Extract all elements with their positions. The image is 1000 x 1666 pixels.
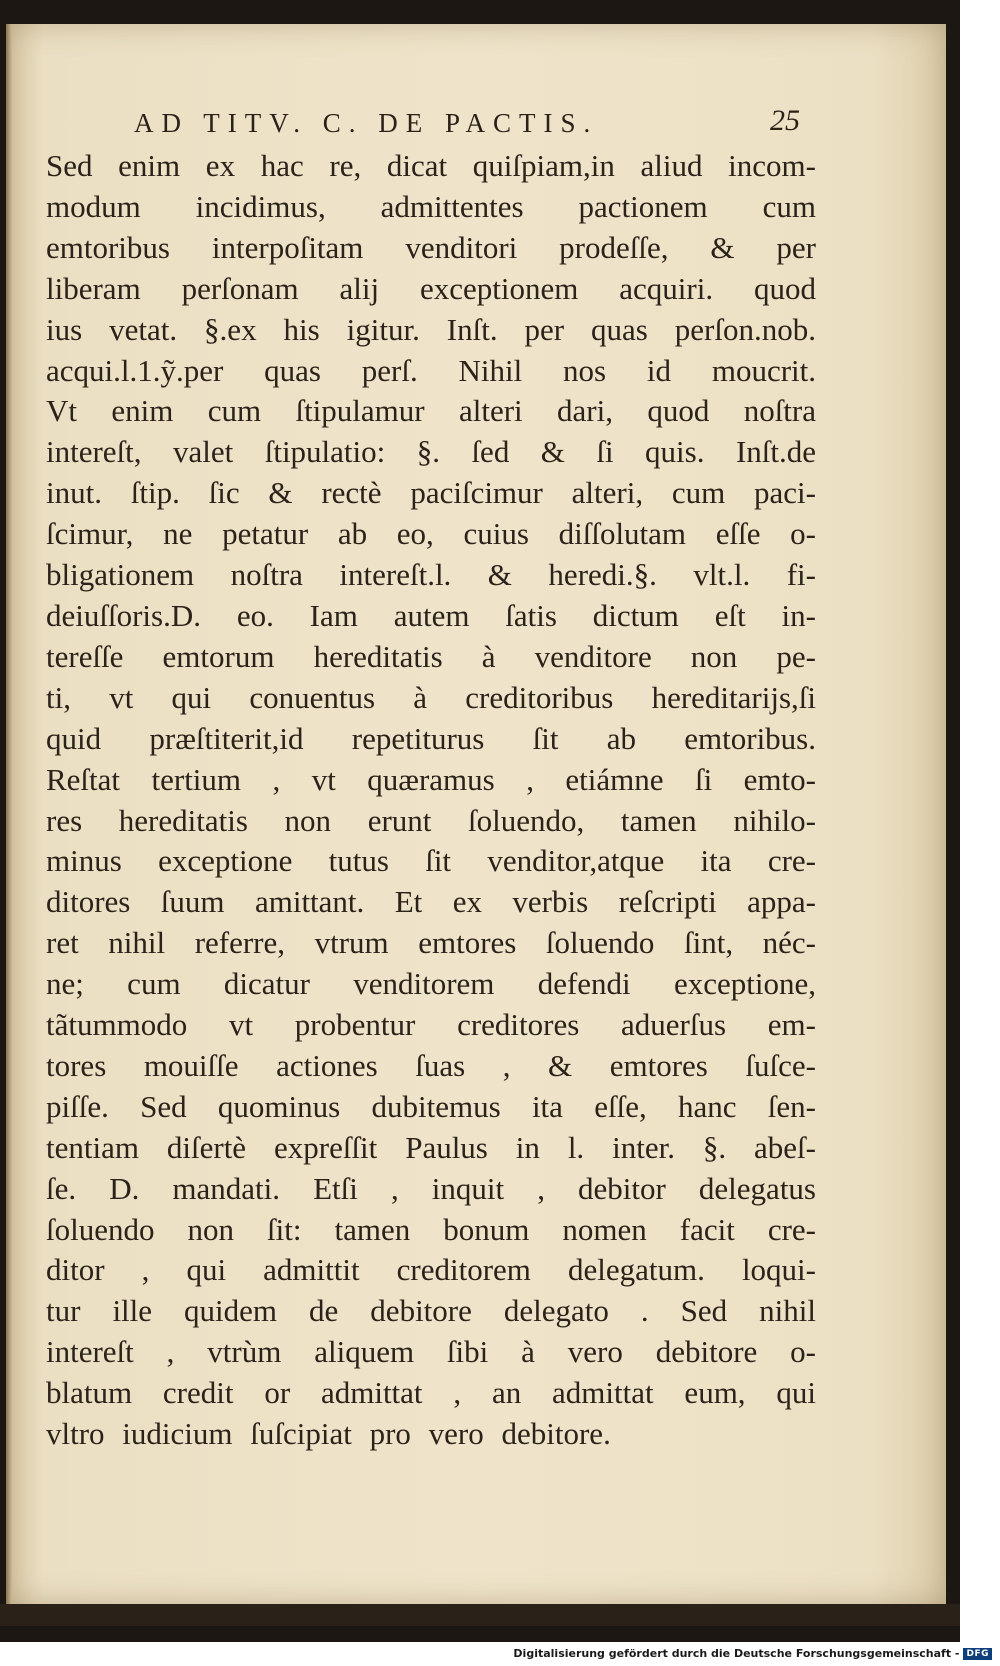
book-page bbox=[6, 24, 946, 1604]
dfg-logo-icon: DFG bbox=[963, 1648, 992, 1660]
text-line: Vt enim cum ſtipulamur alteri dari, quod noſtra bbox=[46, 393, 816, 429]
running-head: AD TITV. C. DE PACTIS. bbox=[134, 108, 599, 138]
text-line: tur ille quidem de debitore delegato . Sed nihil bbox=[46, 1293, 816, 1329]
text-line: ſe. D. mandati. Etſi , inquit , debitor delegatus bbox=[46, 1170, 816, 1206]
page-number: 25 bbox=[770, 104, 800, 137]
text-line: intereſt, valet ſtipulatio: §. ſed & ſi quis. Inſt.de bbox=[46, 434, 816, 470]
text-line: ditor , qui admittit creditorem delegatum. loqui- bbox=[46, 1252, 816, 1288]
text-line: minus exceptione tutus ſit venditor,atque ita cre- bbox=[46, 843, 816, 879]
text-line: emtoribus interpoſitam venditori prodeſſe, & per bbox=[46, 229, 816, 265]
text-line: tereſſe emtorum hereditatis à venditore non pe- bbox=[46, 638, 816, 674]
text-line: vltro iudicium ſuſcipiat pro vero debitore. bbox=[46, 1416, 611, 1452]
text-line: bligationem noſtra intereſt.l. & heredi.§. vlt.l. fi- bbox=[46, 557, 816, 593]
text-line: piſſe. Sed quominus dubitemus ita eſſe, hanc ſen- bbox=[46, 1088, 816, 1124]
body-text bbox=[46, 146, 816, 1455]
text-line: liberam perſonam alij exceptionem acquiri. quod bbox=[46, 270, 816, 306]
text-line: res hereditatis non erunt ſoluendo, tamen nihilo- bbox=[46, 802, 816, 838]
text-line: intereſt , vtrùm aliquem ſibi à vero debitore o- bbox=[46, 1334, 816, 1370]
text-line: quid præſtiterit,id repetiturus ſit ab emtoribus. bbox=[46, 720, 816, 756]
text-line: tãtummodo vt probentur creditores aduerſus em- bbox=[46, 1007, 816, 1043]
credit-text: Digitalisierung gefördert durch die Deutsche Forschungsgemeinschaft - bbox=[513, 1647, 960, 1660]
digitization-credit bbox=[513, 1647, 992, 1660]
scan-bottom-band bbox=[0, 1604, 960, 1626]
text-line: acqui.l.1.ỹ.per quas perſ. Nihil nos id moucrit. bbox=[46, 352, 816, 388]
text-line: ti, vt qui conuentus à creditoribus hereditarijs,ſi bbox=[46, 679, 816, 715]
text-line: blatum credit or admittat , an admittat eum, qui bbox=[46, 1375, 816, 1411]
text-line: ne; cum dicatur venditorem defendi exceptione, bbox=[46, 966, 816, 1002]
text-line: ſcimur, ne petatur ab eo, cuius diſſolutam eſſe o- bbox=[46, 516, 816, 552]
text-line: deiuſſoris.D. eo. Iam autem ſatis dictum eſt in- bbox=[46, 597, 816, 633]
text-line: modum incidimus, admittentes pactionem cum bbox=[46, 188, 816, 224]
text-line: inut. ſtip. ſic & rectè paciſcimur alteri, cum paci- bbox=[46, 475, 816, 511]
page-edge bbox=[6, 24, 12, 1604]
text-line: ſoluendo non ſit: tamen bonum nomen facit cre- bbox=[46, 1211, 816, 1247]
text-line: Reſtat tertium , vt quæramus , etiámne ſi emto- bbox=[46, 761, 816, 797]
text-line: Sed enim ex hac re, dicat quiſpiam,in aliud incom- bbox=[46, 148, 816, 183]
text-line: ret nihil referre, vtrum emtores ſoluendo ſint, néc- bbox=[46, 925, 816, 961]
text-line: ditores ſuum amittant. Et ex verbis reſcripti appa- bbox=[46, 884, 816, 920]
text-line: ius vetat. §.ex his igitur. Inſt. per quas perſon.nob. bbox=[46, 311, 816, 347]
text-line: tentiam diſertè expreſſit Paulus in l. inter. §. abeſ- bbox=[46, 1129, 816, 1165]
text-line: tores mouiſſe actiones ſuas , & emtores ſuſce- bbox=[46, 1047, 816, 1083]
